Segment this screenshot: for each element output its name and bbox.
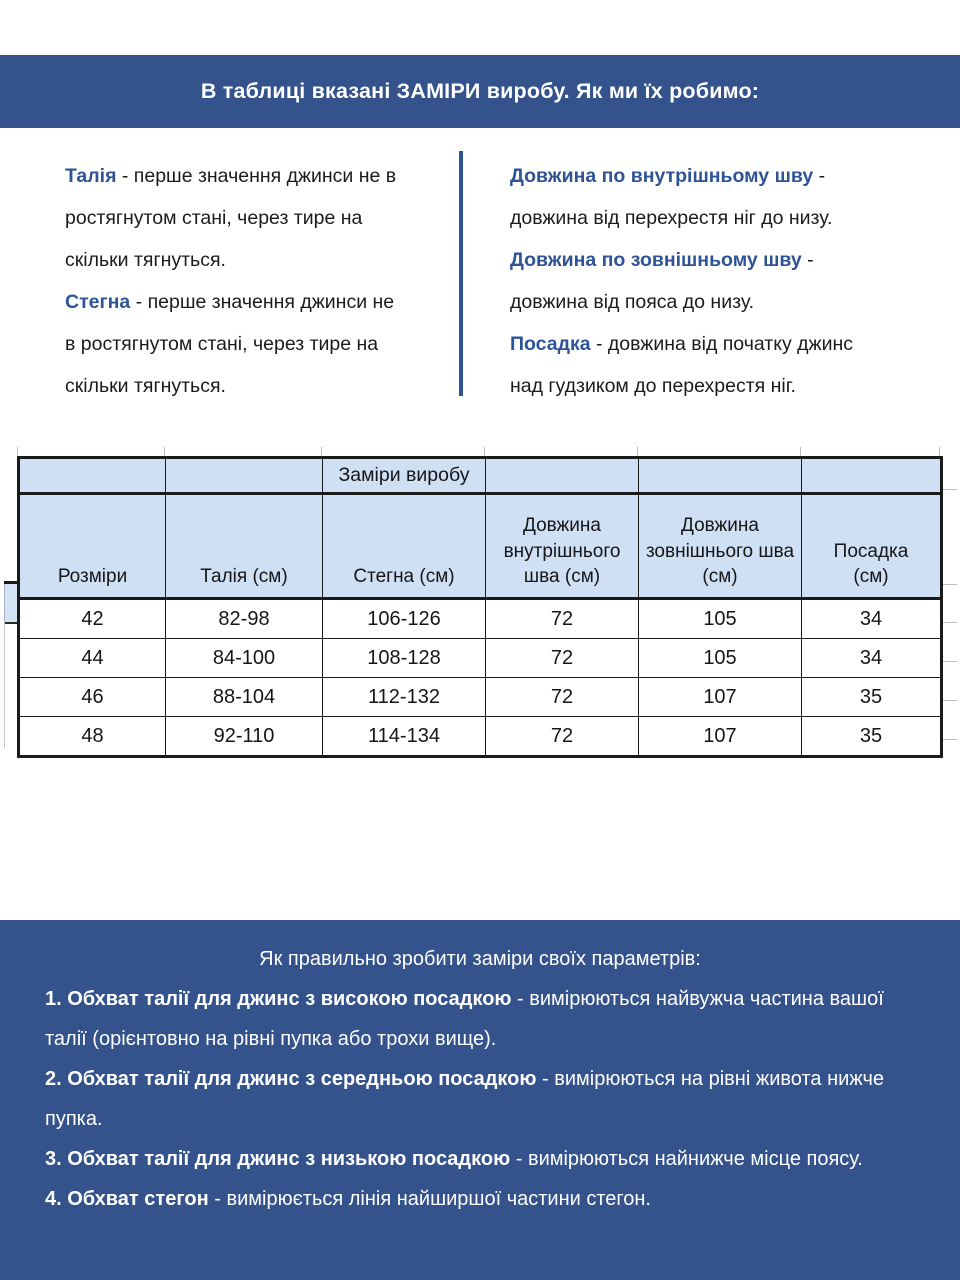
- definition-term: Талія: [65, 165, 117, 187]
- footer-item-4: [45, 1179, 915, 1219]
- gridline-tick: [164, 447, 165, 456]
- footer-item-text: - вимірюються найнижче місце поясу.: [510, 1148, 863, 1170]
- empty-cell: [19, 458, 166, 494]
- cell-waist: 88-104: [166, 678, 323, 717]
- column-header-outseam: Довжина зовнішнього шва (см): [639, 494, 802, 599]
- footer-title: Як правильно зробити заміри своїх параметрів:: [259, 948, 701, 970]
- cell-rise: 35: [802, 717, 942, 757]
- table-row-size-48: [19, 717, 942, 757]
- footer-item-lead: 2. Обхват талії для джинс з середньою посадкою: [45, 1068, 537, 1090]
- definition-text: - довжина від пояса до низу.: [510, 249, 814, 313]
- group-header-cell: Заміри виробу: [323, 458, 486, 494]
- gridline-tick: [941, 622, 957, 623]
- footer-banner: [0, 920, 960, 1280]
- footer-item-1: [45, 979, 915, 1059]
- cell-inseam: 72: [486, 678, 639, 717]
- cell-waist: 84-100: [166, 639, 323, 678]
- footer-item-3: [45, 1139, 915, 1179]
- size-measurements-table: [17, 456, 943, 758]
- cell-outseam: 107: [639, 678, 802, 717]
- footer-item-lead: 1. Обхват талії для джинс з високою посадкою: [45, 988, 512, 1010]
- definition-text: - довжина від перехрестя ніг до низу.: [510, 165, 833, 229]
- cell-hips: 112-132: [323, 678, 486, 717]
- footer-item-text: - вимірюються на рівні живота нижче пупка.: [45, 1068, 885, 1130]
- vertical-divider: [459, 151, 463, 396]
- cell-outseam: 107: [639, 717, 802, 757]
- cell-size: 44: [19, 639, 166, 678]
- column-header-hips: Стегна (см): [323, 494, 486, 599]
- definition-outseam: [510, 239, 882, 323]
- column-header-sizes: Розміри: [19, 494, 166, 599]
- cell-inseam: 72: [486, 639, 639, 678]
- selected-cell-sliver: [4, 584, 18, 624]
- table-column-header-row: [19, 494, 942, 599]
- cell-rise: 34: [802, 639, 942, 678]
- cell-waist: 82-98: [166, 599, 323, 639]
- empty-cell: [486, 458, 639, 494]
- cell-waist: 92-110: [166, 717, 323, 757]
- empty-cell: [802, 458, 942, 494]
- definition-inseam: [510, 155, 882, 239]
- cell-size: 42: [19, 599, 166, 639]
- definition-term: Довжина по зовнішньому шву: [510, 249, 802, 271]
- table-row-size-46: [19, 678, 942, 717]
- definition-text: - перше значення джинси не в ростягнутом стані, через тире на скільки тягнуться.: [65, 291, 395, 397]
- column-header-waist: Талія (см): [166, 494, 323, 599]
- table-row-size-44: [19, 639, 942, 678]
- gridline-tick: [800, 447, 801, 456]
- cell-size: 48: [19, 717, 166, 757]
- footer-item-text: - вимірюються найвужча частина вашої талії (орієнтовно на рівні пупка або трохи вище).: [45, 988, 884, 1050]
- page-title: В таблиці вказані ЗАМІРИ виробу. Як ми їх робимо:: [200, 79, 760, 103]
- cell-inseam: 72: [486, 717, 639, 757]
- gridline-tick: [941, 584, 957, 585]
- empty-cell: [639, 458, 802, 494]
- definitions-right-column: [510, 155, 882, 407]
- definition-term: Посадка: [510, 333, 591, 355]
- footer-item-lead: 4. Обхват стегон: [45, 1188, 209, 1210]
- gridline-tick: [637, 447, 638, 456]
- definition-hips: [65, 281, 407, 407]
- empty-cell: [166, 458, 323, 494]
- cell-rise: 34: [802, 599, 942, 639]
- definitions-left-column: [65, 155, 407, 407]
- gridline-tick: [941, 489, 957, 490]
- table-row-size-42: [19, 599, 942, 639]
- gridline-tick: [941, 661, 957, 662]
- definition-term: Стегна: [65, 291, 131, 313]
- gridline-left: [4, 622, 5, 748]
- gridline-tick: [17, 447, 18, 456]
- gridline-tick: [321, 447, 322, 456]
- cell-outseam: 105: [639, 599, 802, 639]
- gridline-tick: [941, 739, 957, 740]
- footer-item-2: [45, 1059, 915, 1139]
- definition-term: Довжина по внутрішньому шву: [510, 165, 814, 187]
- definition-text: - довжина від початку джинс над гудзиком до перехрестя ніг.: [510, 333, 853, 397]
- header-banner: [0, 55, 960, 128]
- cell-rise: 35: [802, 678, 942, 717]
- cell-hips: 114-134: [323, 717, 486, 757]
- gridline-tick: [939, 447, 940, 456]
- cell-size: 46: [19, 678, 166, 717]
- table-group-header-row: [19, 458, 942, 494]
- cell-hips: 108-128: [323, 639, 486, 678]
- cell-inseam: 72: [486, 599, 639, 639]
- column-header-rise: Посадка (см): [802, 494, 942, 599]
- footer-item-text: - вимірюється лінія найширшої частини стегон.: [208, 1188, 651, 1210]
- definition-text: - перше значення джинси не в ростягнутом стані, через тире на скільки тягнуться.: [65, 165, 397, 271]
- cell-outseam: 105: [639, 639, 802, 678]
- definition-rise: [510, 323, 882, 407]
- footer-item-lead: 3. Обхват талії для джинс з низькою посадкою: [45, 1148, 511, 1170]
- gridline-tick: [941, 700, 957, 701]
- column-header-inseam: Довжина внутрішнього шва (см): [486, 494, 639, 599]
- cell-hips: 106-126: [323, 599, 486, 639]
- gridline-tick: [484, 447, 485, 456]
- definition-waist: [65, 155, 407, 281]
